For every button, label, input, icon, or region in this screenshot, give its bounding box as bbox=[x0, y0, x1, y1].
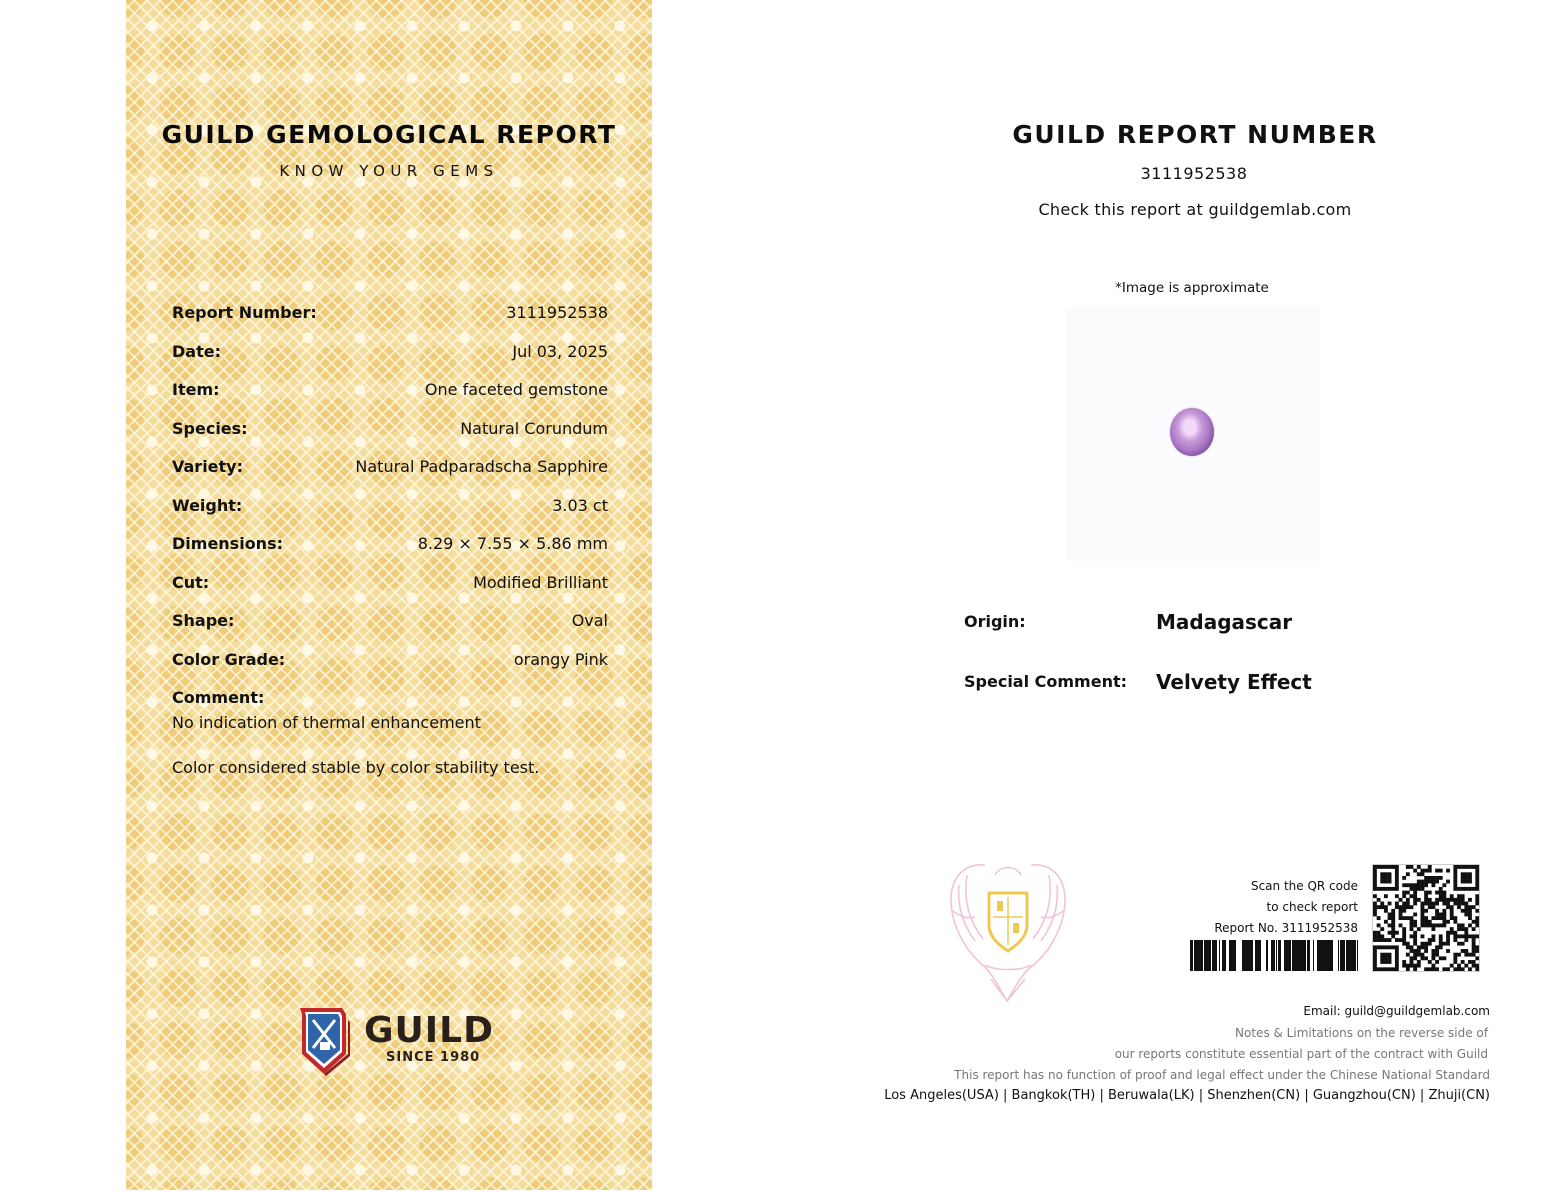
details-list bbox=[172, 303, 608, 777]
detail-value: Modified Brilliant bbox=[473, 572, 608, 592]
detail-label: Cut: bbox=[172, 572, 210, 592]
detail-value: Natural Padparadscha Sapphire bbox=[355, 457, 608, 476]
detail-row-color-grade bbox=[172, 650, 608, 689]
special-comment-value: Velvety Effect bbox=[1156, 670, 1312, 694]
detail-value: orangy Pink bbox=[513, 649, 608, 669]
guild-logo-word: GUILD bbox=[364, 1010, 494, 1051]
comment-label: Comment: bbox=[172, 688, 265, 707]
detail-value: 8.29 × 7.55 × 5.86 mm bbox=[417, 534, 608, 553]
report-subtitle: KNOW YOUR GEMS bbox=[279, 162, 499, 180]
guild-logo-since: SINCE 1980 bbox=[386, 1050, 481, 1065]
detail-label: Weight: bbox=[172, 495, 243, 515]
detail-value: 3.03 ct bbox=[552, 495, 608, 515]
footer-note-1: Notes & Limitations on the reverse side of bbox=[1235, 1026, 1488, 1040]
origin-label: Origin: bbox=[964, 612, 1026, 631]
detail-label: Species: bbox=[172, 418, 248, 438]
detail-row-species bbox=[172, 419, 608, 458]
gem-image bbox=[1066, 307, 1320, 561]
detail-label: Report Number: bbox=[172, 303, 317, 322]
detail-row-report-number bbox=[172, 303, 608, 342]
detail-row-item bbox=[172, 380, 608, 419]
qr-check-text: to check report bbox=[1266, 900, 1358, 914]
detail-row-weight bbox=[172, 496, 608, 535]
qr-code-icon[interactable] bbox=[1372, 864, 1480, 972]
report-number-title: GUILD REPORT NUMBER bbox=[1012, 120, 1378, 149]
report-left-panel bbox=[126, 0, 652, 1190]
report-title: GUILD GEMOLOGICAL REPORT bbox=[161, 120, 617, 149]
guild-shield-icon bbox=[296, 1004, 352, 1076]
special-comment-label: Special Comment: bbox=[964, 672, 1128, 691]
detail-row-cut bbox=[172, 573, 608, 612]
detail-row-dimensions bbox=[172, 534, 608, 573]
detail-row-shape bbox=[172, 611, 608, 650]
detail-value: Jul 03, 2025 bbox=[512, 341, 608, 361]
qr-scan-text: Scan the QR code bbox=[1250, 879, 1358, 893]
detail-label: Date: bbox=[172, 341, 221, 361]
footer-note-2: our reports constitute essential part of the contract with Guild bbox=[1114, 1047, 1488, 1061]
comment-line-2: Color considered stable by color stability test. bbox=[172, 758, 540, 777]
eagle-seal-icon bbox=[945, 855, 1071, 1005]
detail-label: Item: bbox=[172, 380, 220, 399]
detail-label: Variety: bbox=[172, 457, 244, 476]
guild-logo bbox=[296, 1004, 496, 1076]
check-report-text: Check this report at guildgemlab.com bbox=[1038, 200, 1352, 219]
barcode-icon bbox=[1190, 940, 1358, 971]
report-number-value: 3111952538 bbox=[1140, 164, 1248, 183]
image-approximate-note: *Image is approximate bbox=[1115, 280, 1269, 296]
qr-report-number: Report No. 3111952538 bbox=[1214, 921, 1358, 935]
gem-stone bbox=[1170, 408, 1214, 456]
footer-note-3: This report has no function of proof and legal effect under the Chinese National Standard bbox=[954, 1068, 1490, 1082]
origin-value: Madagascar bbox=[1156, 610, 1293, 634]
detail-row-variety bbox=[172, 457, 608, 496]
detail-label: Dimensions: bbox=[172, 534, 283, 553]
detail-value: Oval bbox=[571, 611, 608, 630]
footer-email: Email: guild@guildgemlab.com bbox=[1303, 1004, 1490, 1018]
detail-label: Shape: bbox=[172, 611, 235, 630]
detail-value: 3111952538 bbox=[506, 303, 608, 322]
detail-value: One faceted gemstone bbox=[424, 380, 608, 399]
detail-value: Natural Corundum bbox=[460, 418, 608, 438]
comment-line-1: No indication of thermal enhancement bbox=[172, 713, 481, 732]
footer-locations: Los Angeles(USA) | Bangkok(TH) | Beruwala(LK) | Shenzhen(CN) | Guangzhou(CN) | Zhuji(CN) bbox=[884, 1088, 1490, 1103]
detail-label: Color Grade: bbox=[172, 649, 286, 669]
detail-row-date bbox=[172, 342, 608, 381]
